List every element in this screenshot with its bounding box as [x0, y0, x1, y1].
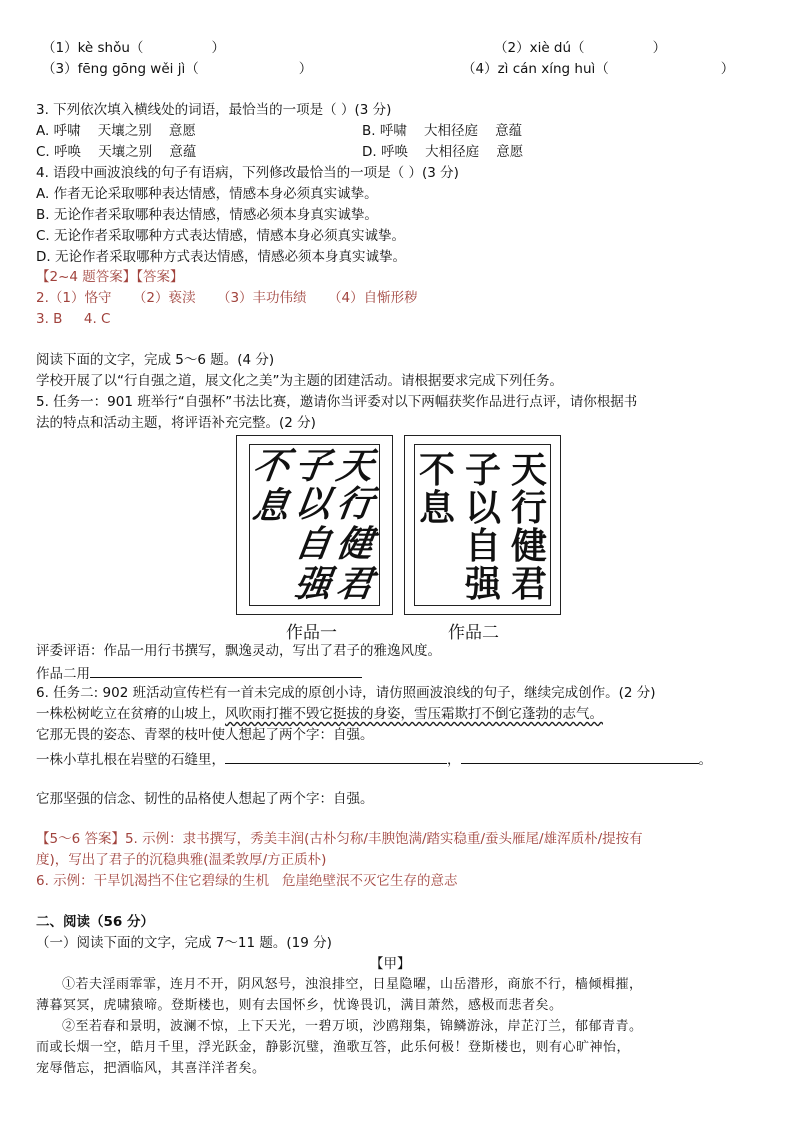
calligraphy-char: 以	[464, 487, 501, 529]
calligraphy-char: 健	[334, 523, 376, 565]
section-title: 二、阅读（56 分）	[36, 914, 154, 930]
task1-line-1: 5. 任务一：901 班举行“自强杯”书法比赛，邀请你当评委对以下两幅获奖作品进行点评，请你根据书	[36, 394, 638, 410]
calligraphy-char: 行	[334, 483, 376, 525]
calligraphy-char: 子	[464, 449, 501, 491]
q4-option-d: D. 无论作者采取哪种方式表达情感，情感必须本身真实诚挚。	[36, 249, 406, 265]
task1-line-2: 法的特点和活动主题，将评语补充完整。(2 分)	[36, 415, 316, 431]
q4-stem: 4. 语段中画波浪线的句子有语病，下列修改最恰当的一项是（ ）(3 分)	[36, 165, 459, 181]
caption-work-2: 作品二	[448, 623, 499, 643]
pinyin-item-1: （1）kè shǒu（ ）	[42, 40, 225, 56]
answer-5-6-line-2: 度)，写出了君子的沉稳典雅(温柔敦厚/方正质朴)	[36, 852, 327, 868]
q3-option-b: B. 呼啸 大相径庭 意蕴	[362, 123, 523, 139]
answer-5-6-line-1: 【5～6 答案】5. 示例：隶书撰写，秀美丰润(古朴匀称/丰腴饱满/踏实稳重/蚕头雁尾/雄浑质朴/提按有	[36, 831, 643, 847]
judge-review: 评委评语：作品一用行书撰写，飘逸灵动，写出了君子的雅逸风度。	[36, 643, 441, 659]
section-subtitle: （一）阅读下面的文字，完成 7～11 题。(19 分)	[36, 935, 332, 951]
calligraphy-work-2	[404, 435, 561, 615]
passage-line: 而或长烟一空，皓月千里，浮光跃金，静影沉璧，渔歌互答，此乐何极！登斯楼也，则有心旷神怡，	[36, 1040, 631, 1055]
calligraphy-char: 君	[510, 563, 547, 605]
q3-option-c: C. 呼唤 天壤之别 意蕴	[36, 144, 197, 160]
q3-stem: 3. 下列依次填入横线处的词语，最恰当的一项是（ ）(3 分)	[36, 102, 392, 118]
passage-line: 宠辱偕忘，把酒临风，其喜洋洋者矣。	[36, 1061, 266, 1076]
calligraphy-char: 以	[292, 483, 334, 525]
answer-blank[interactable]	[90, 663, 362, 678]
calligraphy-char: 行	[510, 487, 547, 529]
calligraphy-char: 自	[464, 525, 501, 567]
pinyin-item-3: （3）fēng gōng wěi jì（ ）	[42, 61, 313, 77]
poem-line-4: 它那坚强的信念、韧性的品格使人想起了两个字：自强。	[36, 791, 374, 807]
passage-line: 薄暮冥冥，虎啸猿啼。登斯楼也，则有去国怀乡，忧谗畏讥，满目萧然，感极而悲者矣。	[36, 998, 563, 1013]
answer-2-line: 2.（1）恪守 （2）亵渎 （3）丰功伟绩 （4）自惭形秽	[36, 290, 418, 306]
calligraphy-char: 自	[292, 523, 334, 565]
calligraphy-char: 不	[250, 445, 292, 487]
calligraphy-char: 天	[334, 445, 376, 487]
calligraphy-char: 强	[292, 563, 334, 605]
poem-line-1: 一株松树屹立在贫瘠的山坡上，风吹雨打摧不毁它挺拔的身姿，雪压霜欺打不倒它蓬勃的志气。	[36, 706, 603, 722]
calligraphy-char: 子	[292, 445, 334, 487]
calligraphy-char: 君	[334, 563, 376, 605]
calligraphy-char: 强	[464, 563, 501, 605]
calligraphy-work-1	[236, 435, 393, 615]
q4-option-c: C. 无论作者采取哪种方式表达情感，情感本身必须真实诚挚。	[36, 228, 406, 244]
passage-line: ①若夫淫雨霏霏，连月不开，阴风怒号，浊浪排空，日星隐曜，山岳潜形，商旅不行，樯倾楫摧，	[62, 977, 643, 992]
judge-review-2: 作品二用	[36, 663, 362, 683]
q4-option-b: B. 无论作者采取哪种表达情感，情感必须本身真实诚挚。	[36, 207, 378, 223]
answer-2-4-heading: 【2~4 题答案】【答案】	[36, 269, 184, 285]
calligraphy-char: 不	[418, 449, 455, 491]
calligraphy-char: 息	[250, 485, 292, 527]
poem-line-3: 一株小草扎根在岩壁的石缝里， ， 。	[36, 749, 712, 769]
poem-blank-2[interactable]	[461, 749, 699, 764]
poem-blank-1[interactable]	[225, 749, 447, 764]
q4-option-a: A. 作者无论采取哪种表达情感，情感本身必须真实诚挚。	[36, 186, 378, 202]
task2-prompt: 6. 任务二: 902 班活动宣传栏有一首未完成的原创小诗，请仿照画波浪线的句子，继续完成创作。(2 分)	[36, 685, 656, 701]
calligraphy-char: 健	[510, 525, 547, 567]
caption-work-1: 作品一	[286, 623, 337, 643]
q3-option-a: A. 呼啸 天壤之别 意愿	[36, 123, 196, 139]
q3-option-d: D. 呼唤 大相径庭 意愿	[362, 144, 524, 160]
passage-line: ②至若春和景明，波澜不惊，上下天光，一碧万顷，沙鸥翔集，锦鳞游泳，岸芷汀兰，郁郁青青。	[62, 1019, 643, 1034]
poem-line-2: 它那无畏的姿态、青翠的枝叶使人想起了两个字：自强。	[36, 727, 374, 743]
calligraphy-char: 息	[418, 487, 455, 529]
passage-label: 【甲】	[370, 956, 411, 972]
calligraphy-char: 天	[510, 449, 547, 491]
answer-6-line: 6. 示例：干旱饥渴挡不住它碧绿的生机 危崖绝壁泯不灭它生存的意志	[36, 873, 458, 889]
q5-6-context: 学校开展了以“行自强之道，展文化之美”为主题的团建活动。请根据要求完成下列任务。	[36, 373, 563, 389]
pinyin-item-2: （2）xiè dú（ ）	[494, 40, 667, 56]
answer-3-4-line: 3. B 4. C	[36, 311, 111, 327]
pinyin-item-4: （4）zì cán xíng huì（ ）	[462, 61, 735, 77]
wavy-sentence: 风吹雨打摧不毁它挺拔的身姿，雪压霜欺打不倒它蓬勃的志气。	[225, 706, 603, 722]
q5-6-intro: 阅读下面的文字，完成 5～6 题。(4 分)	[36, 352, 275, 368]
